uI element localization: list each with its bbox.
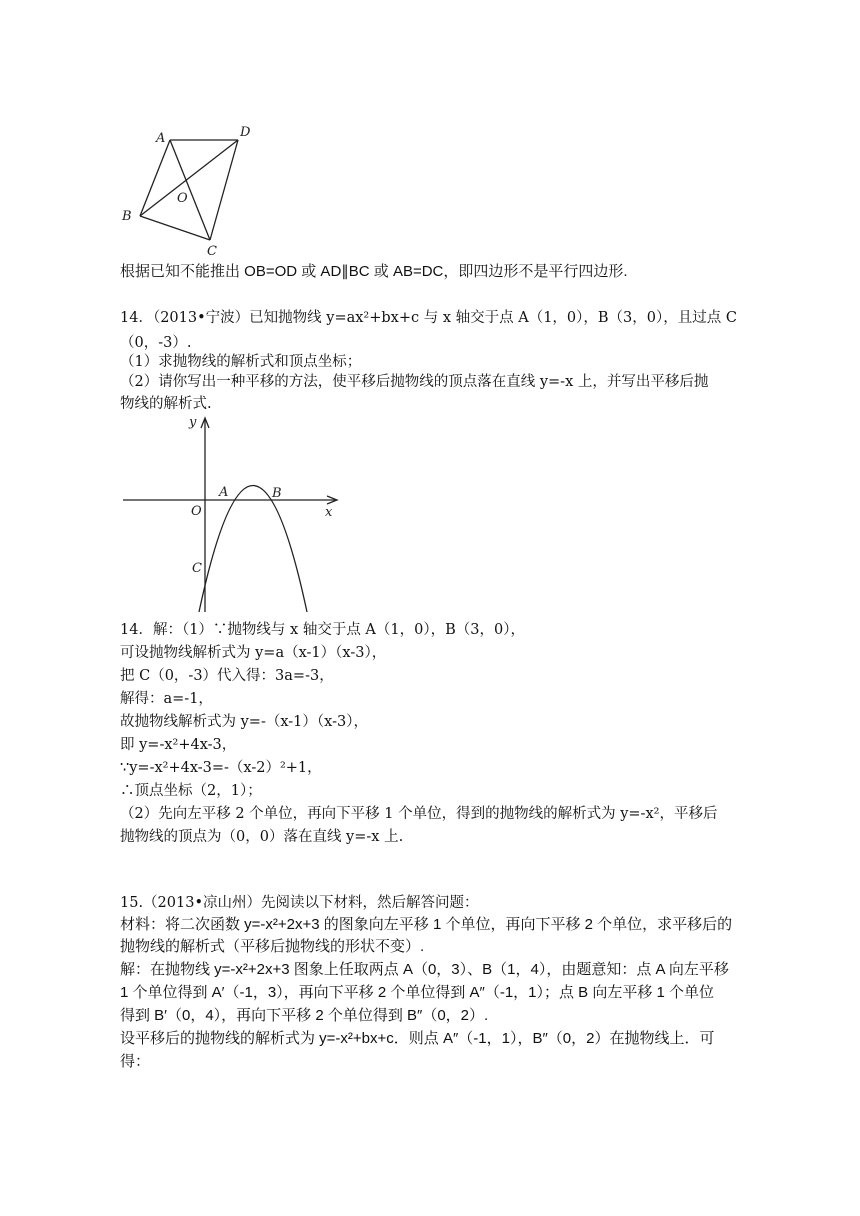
quadrilateral-figure <box>110 120 270 260</box>
q14-part2-line1: （2）请你写出一种平移的方法，使平移后抛物线的顶点落在直线 y=-x 上，并写出平移后抛 <box>120 374 709 390</box>
axis-label-y: y <box>189 415 197 430</box>
sol14-line-8: ∴顶点坐标（2，1）； <box>120 783 262 799</box>
sol14-line-10: 抛物线的顶点为（0，0）落在直线 y=-x 上. <box>120 829 404 845</box>
q15-line-7: 设平移后的抛物线的解析式为 y=-x²+bx+c．则点 A″（-1，1），B″（0，2）在抛物线上．可 <box>120 1030 715 1047</box>
q15-line-3: 抛物线的解析式（平移后抛物线的形状不变）. <box>120 938 425 955</box>
segment-dc <box>210 140 238 240</box>
label-a: A <box>219 485 229 500</box>
p13-conclusion: 根据已知不能推出 OB=OD 或 AD∥BC 或 AB=DC，即四边形不是平行四边形. <box>120 263 628 280</box>
q14-stem-1: 14．（2013•宁波）已知抛物线 y=ax²+bx+c 与 x 轴交于点 A（1，0），B（3，0），且过点 C <box>120 310 737 326</box>
label-o: O <box>177 191 188 206</box>
label-c: C <box>207 244 217 259</box>
q14-stem-2: （0，-3）. <box>120 335 192 351</box>
sol14-line-7: ∵y=-x²+4x-3=-（x-2）²+1， <box>120 760 322 776</box>
label-b: B <box>122 209 132 224</box>
sol14-line-3: 把 C（0，-3）代入得：3a=-3， <box>120 668 334 684</box>
q14-part2-line2: 物线的解析式. <box>120 396 212 412</box>
sol14-line-9: （2）先向左平移 2 个单位，再向下平移 1 个单位，得到的抛物线的解析式为 y=-x²，平移后 <box>120 806 718 822</box>
q15-line-5: 1 个单位得到 A′（-1，3），再向下平移 2 个单位得到 A″（-1，1）；点 B 向左平移 1 个单位 <box>120 984 715 1001</box>
sol14-line-4: 解得：a=-1， <box>120 691 213 707</box>
q15-line-8: 得： <box>120 1053 151 1070</box>
sol14-line-2: 可设抛物线解析式为 y=a（x-1）（x-3）， <box>120 645 387 661</box>
sol14-line-1: 14．解：（1）∵抛物线与 x 轴交于点 A（1，0），B（3，0）， <box>120 622 525 638</box>
parabola-curve <box>199 486 307 613</box>
segment-bc <box>140 216 210 240</box>
label-c: C <box>192 561 202 576</box>
sol14-line-6: 即 y=-x²+4x-3， <box>120 737 237 753</box>
diagonal-ac <box>170 140 210 240</box>
label-b: B <box>272 486 282 501</box>
sol14-line-5: 故抛物线解析式为 y=-（x-1）（x-3）， <box>120 714 368 730</box>
parabola-figure <box>115 412 350 617</box>
q15-line-2: 材料：将二次函数 y=-x²+2x+3 的图象向左平移 1 个单位，再向下平移 2 个单位，求平移后的 <box>120 916 733 933</box>
q15-line-4: 解：在抛物线 y=-x²+2x+3 图象上任取两点 A（0，3）、B（1，4），由题意知：点 A 向左平移 <box>120 961 729 978</box>
label-a: A <box>156 131 166 146</box>
q15-line-6: 得到 B′（0，4），再向下平移 2 个单位得到 B″（0，2）. <box>120 1007 489 1024</box>
axis-label-x: x <box>325 505 333 520</box>
q15-line-1: 15.（2013•凉山州）先阅读以下材料，然后解答问题： <box>120 895 479 911</box>
label-origin: O <box>191 504 202 519</box>
label-d: D <box>240 125 251 140</box>
q14-part1: （1）求抛物线的解析式和顶点坐标； <box>120 354 362 370</box>
